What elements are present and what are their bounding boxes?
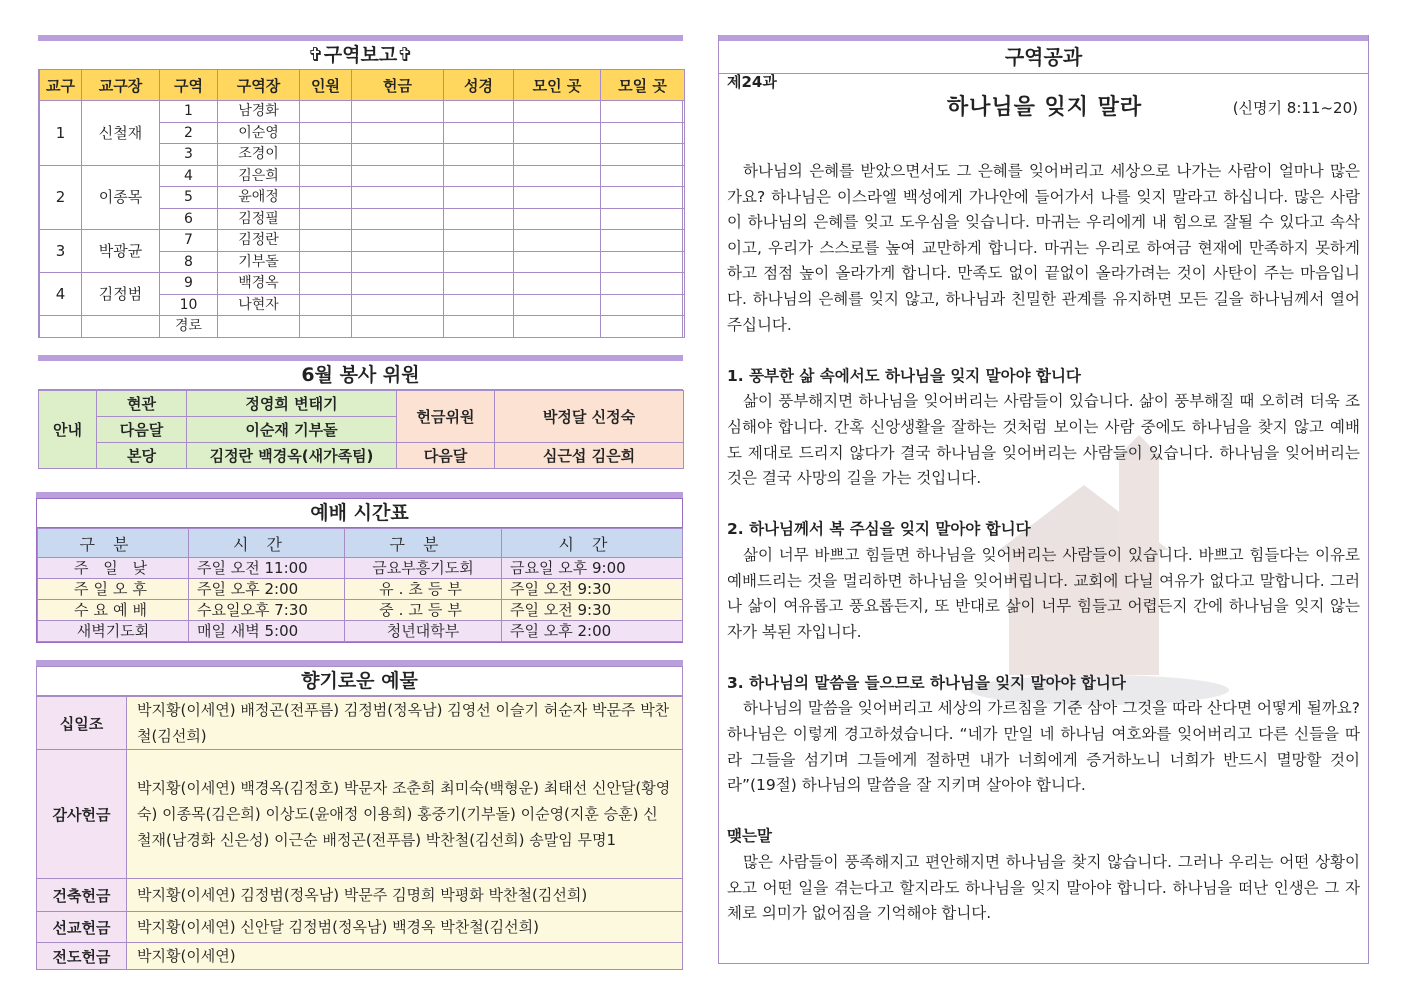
offering-label: 건축헌금 [37, 879, 127, 912]
district-report-table [39, 69, 685, 338]
section-text: 삶이 풍부해지면 하나님을 잊어버리는 사람들이 있습니다. 삶이 풍부해질 때 오히려 더욱 조심해야 합니다. 간혹 신앙생활을 잘하는 것처럼 보이는 사람 중에도 하나님을 찾지 않고 예배도 제대로 드리지 않다가 결국 하나님을 잊어버리는 사람들이 있습니다. 하나님을 잊어버리는 것은 결국 사망의 길을 가는 것입니다. [727, 392, 1360, 488]
table-row [39, 443, 684, 469]
offering-names: 박지황(이세연) 김정범(정옥남) 박문주 김명희 박평화 박찬철(김선희) [127, 879, 683, 912]
next-month-members: 심근섭 김은희 [495, 443, 684, 469]
service-name: 주 일 낮 [38, 558, 189, 579]
offering-names: 박지황(이세연) [127, 943, 683, 970]
table-header-row [40, 70, 685, 101]
section-heading: 1. 풍부한 삶 속에서도 하나님을 잊지 말아야 합니다 [727, 366, 1081, 385]
conclusion-text: 많은 사람들이 풍족해지고 편안해지면 하나님을 찾지 않습니다. 그러나 우리는 어떤 상황이 오고 어떤 일을 겪는다고 할지라도 하나님을 잊지 말아야 합니다. 하나님을 떠난 인생은 그 자체로 의미가 없어짐을 기억해야 합니다. [727, 853, 1360, 923]
service-time: 매일 새벽 5:00 [189, 621, 345, 642]
offering-names: 박지황(이세연) 백경옥(김정호) 박문자 조춘희 최미숙(백형운) 최태선 신안달(황영숙) 이종목(김은희) 이상도(윤애정 이용희) 홍중기(기부돌) 이순영(지훈 승훈) 신철재(남경화 신은성) 이근순 배정곤(전푸름) 박찬철(김선희) 송말임 무명1 [127, 750, 683, 879]
offering-names: 박지황(이세연) 신안달 김정범(정옥남) 백경옥 박찬철(김선희) [127, 912, 683, 943]
header-cell: 시간 [189, 529, 345, 558]
lesson-heading: 하나님을 잊지 말라 [946, 95, 1143, 120]
offering-names: 박지황(이세연) 배정곤(전푸름) 김정범(정옥남) 김영선 이슬기 허순자 박문주 박찬철(김선희) [127, 697, 683, 750]
service-name: 주일오후 [38, 579, 189, 600]
offering-title: 향기로운 예물 [36, 666, 683, 696]
parish-leader: 신철재 [82, 101, 160, 166]
table-row [40, 165, 685, 187]
table-row [39, 391, 684, 417]
table-row [40, 230, 685, 252]
district-number: 1 [160, 101, 218, 123]
offering-label: 십일조 [37, 697, 127, 750]
worship-schedule-panel [36, 492, 683, 643]
service-time: 금요일 오후 9:00 [502, 558, 683, 579]
district-leader: 이순영 [218, 122, 300, 144]
table-row [40, 101, 685, 123]
lesson-panel [718, 35, 1369, 964]
district-leader: 김은희 [218, 165, 300, 187]
offering-label: 감사헌금 [37, 750, 127, 879]
header-cell: 구분 [38, 529, 189, 558]
service-committee-table [38, 390, 684, 469]
table-row [37, 697, 683, 750]
district-leader: 남경화 [218, 101, 300, 123]
district-number: 9 [160, 273, 218, 295]
service-location: 다음달 [97, 417, 187, 443]
service-members: 이순재 기부돌 [187, 417, 397, 443]
service-name: 중.고등부 [345, 600, 502, 621]
lesson-body [727, 159, 1360, 927]
offering-committee-label: 헌금위원 [397, 391, 495, 443]
district-leader: 윤애정 [218, 187, 300, 209]
table-row [37, 750, 683, 879]
service-location: 현관 [97, 391, 187, 417]
parish-number: 1 [40, 101, 82, 166]
service-name: 수요예배 [38, 600, 189, 621]
district-number: 3 [160, 144, 218, 166]
header-cell: 구분 [345, 529, 502, 558]
parish-number: 3 [40, 230, 82, 273]
table-row [40, 273, 685, 295]
district-number: 2 [160, 122, 218, 144]
service-members: 김정란 백경옥(새가족팀) [187, 443, 397, 469]
service-time: 수요일오후 7:30 [189, 600, 345, 621]
service-name: 유.초등부 [345, 579, 502, 600]
district-number: 10 [160, 294, 218, 316]
offering-committee-members: 박정달 신정숙 [495, 391, 684, 443]
lesson-number: 제24과 [727, 73, 777, 91]
service-name: 청년대학부 [345, 621, 502, 642]
parish-number: 2 [40, 165, 82, 230]
next-month-label: 다음달 [397, 443, 495, 469]
offering-table [36, 696, 683, 970]
header-cell: 교구 [40, 70, 82, 101]
service-members: 정영희 변태기 [187, 391, 397, 417]
service-name: 새벽기도회 [38, 621, 189, 642]
lesson-intro: 하나님의 은혜를 받았으면서도 그 은혜를 잊어버리고 세상으로 나가는 사람이 얼마나 많은가요? 하나님은 이스라엘 백성에게 가나안에 들어가서 나를 잊지 말라고 하십니다. 많은 사람이 하나님의 은혜를 잊고 도우심을 잊습니다. 마귀는 우리에게 내 힘으로 잘될 수 있다고 속삭이고, 우리가 스스로를 높여 교만하게 합니다. 마귀는 우리로 하여금 현재에 만족하지 못하게 하고 점점 높이 올라가게 합니다. 만족도 없이 끝없이 올라가려는 것이 사탄이 주는 마음입니다. 하나님의 은혜를 잊지 않고, 하나님과 친밀한 관계를 유지하면 모든 길을 하나님께서 열어주십니다. [727, 162, 1360, 334]
header-cell: 시간 [502, 529, 683, 558]
conclusion-heading: 맺는말 [727, 827, 772, 846]
service-committee-title: 6월 봉사 위원 [38, 361, 683, 390]
parish-leader: 이종목 [82, 165, 160, 230]
district-leader: 기부돌 [218, 251, 300, 273]
service-time: 주일 오전 9:30 [502, 600, 683, 621]
service-time: 주일 오후 2:00 [502, 621, 683, 642]
district-leader: 나현자 [218, 294, 300, 316]
table-row [37, 943, 683, 970]
service-name: 금요부흥기도회 [345, 558, 502, 579]
offering-label: 전도헌금 [37, 943, 127, 970]
district-number: 6 [160, 208, 218, 230]
section-text: 하나님의 말씀을 잊어버리고 세상의 가르침을 기준 삼아 그것을 따라 산다면 어떻게 될까요? 하나님은 이렇게 경고하셨습니다. “네가 만일 네 하나님 여호와를 잊어버리고 다른 신들을 따라 그들을 섬기며 그들에게 절하면 내가 너희에게 증거하노니 너희가 반드시 멸망할 것이라”(19절) 하나님의 말씀을 잘 지키며 살아야 합니다. [727, 699, 1360, 795]
offering-label: 선교헌금 [37, 912, 127, 943]
district-report-panel [38, 35, 683, 338]
header-cell: 모인 곳 [514, 70, 601, 101]
header-cell: 성경 [444, 70, 514, 101]
district-number: 7 [160, 230, 218, 252]
header-cell: 인원 [300, 70, 352, 101]
table-row [38, 558, 683, 579]
section-heading: 2. 하나님께서 복 주심을 잊지 말아야 합니다 [727, 520, 1031, 539]
table-row [37, 879, 683, 912]
senior-row-label: 경로 [160, 316, 218, 338]
lesson-panel-title: 구역공과 [719, 41, 1368, 74]
table-row [40, 316, 685, 338]
offering-panel [36, 660, 683, 970]
guide-label: 안내 [39, 391, 97, 469]
district-number: 8 [160, 251, 218, 273]
section-heading: 3. 하나님의 말씀을 들으므로 하나님을 잊지 말아야 합니다 [727, 673, 1126, 692]
header-cell: 헌금 [352, 70, 444, 101]
table-row [38, 621, 683, 642]
header-cell: 구역 [160, 70, 218, 101]
district-report-title: ✞구역보고✞ [307, 44, 414, 66]
parish-number: 4 [40, 273, 82, 316]
table-row [38, 579, 683, 600]
district-leader: 백경옥 [218, 273, 300, 295]
table-row [37, 912, 683, 943]
section-text: 삶이 너무 바쁘고 힘들면 하나님을 잊어버리는 사람들이 있습니다. 바쁘고 힘들다는 이유로 예배드리는 것을 멀리하면 하나님을 잊어버립니다. 교회에 다닐 여유가 없다고 말합니다. 그러나 삶이 여유롭고 풍요롭든지, 또 반대로 삶이 너무 힘들고 어렵든지 간에 하나님을 잊지 않는 자가 복된 자입니다. [727, 545, 1360, 641]
worship-schedule-title: 예배 시간표 [37, 499, 682, 528]
table-header-row [38, 529, 683, 558]
header-cell: 모일 곳 [601, 70, 685, 101]
table-row [38, 600, 683, 621]
service-location: 본당 [97, 443, 187, 469]
service-time: 주일 오전 9:30 [502, 579, 683, 600]
parish-leader: 김정범 [82, 273, 160, 316]
lesson-reference: (신명기 8:11~20) [1232, 99, 1358, 117]
district-number: 4 [160, 165, 218, 187]
worship-schedule-table [37, 528, 683, 642]
district-leader: 김정필 [218, 208, 300, 230]
service-time: 주일 오후 2:00 [189, 579, 345, 600]
district-number: 5 [160, 187, 218, 209]
header-cell: 교구장 [82, 70, 160, 101]
service-time: 주일 오전 11:00 [189, 558, 345, 579]
service-committee-panel [38, 355, 683, 469]
header-cell: 구역장 [218, 70, 300, 101]
district-leader: 조경이 [218, 144, 300, 166]
parish-leader: 박광균 [82, 230, 160, 273]
district-leader: 김정란 [218, 230, 300, 252]
